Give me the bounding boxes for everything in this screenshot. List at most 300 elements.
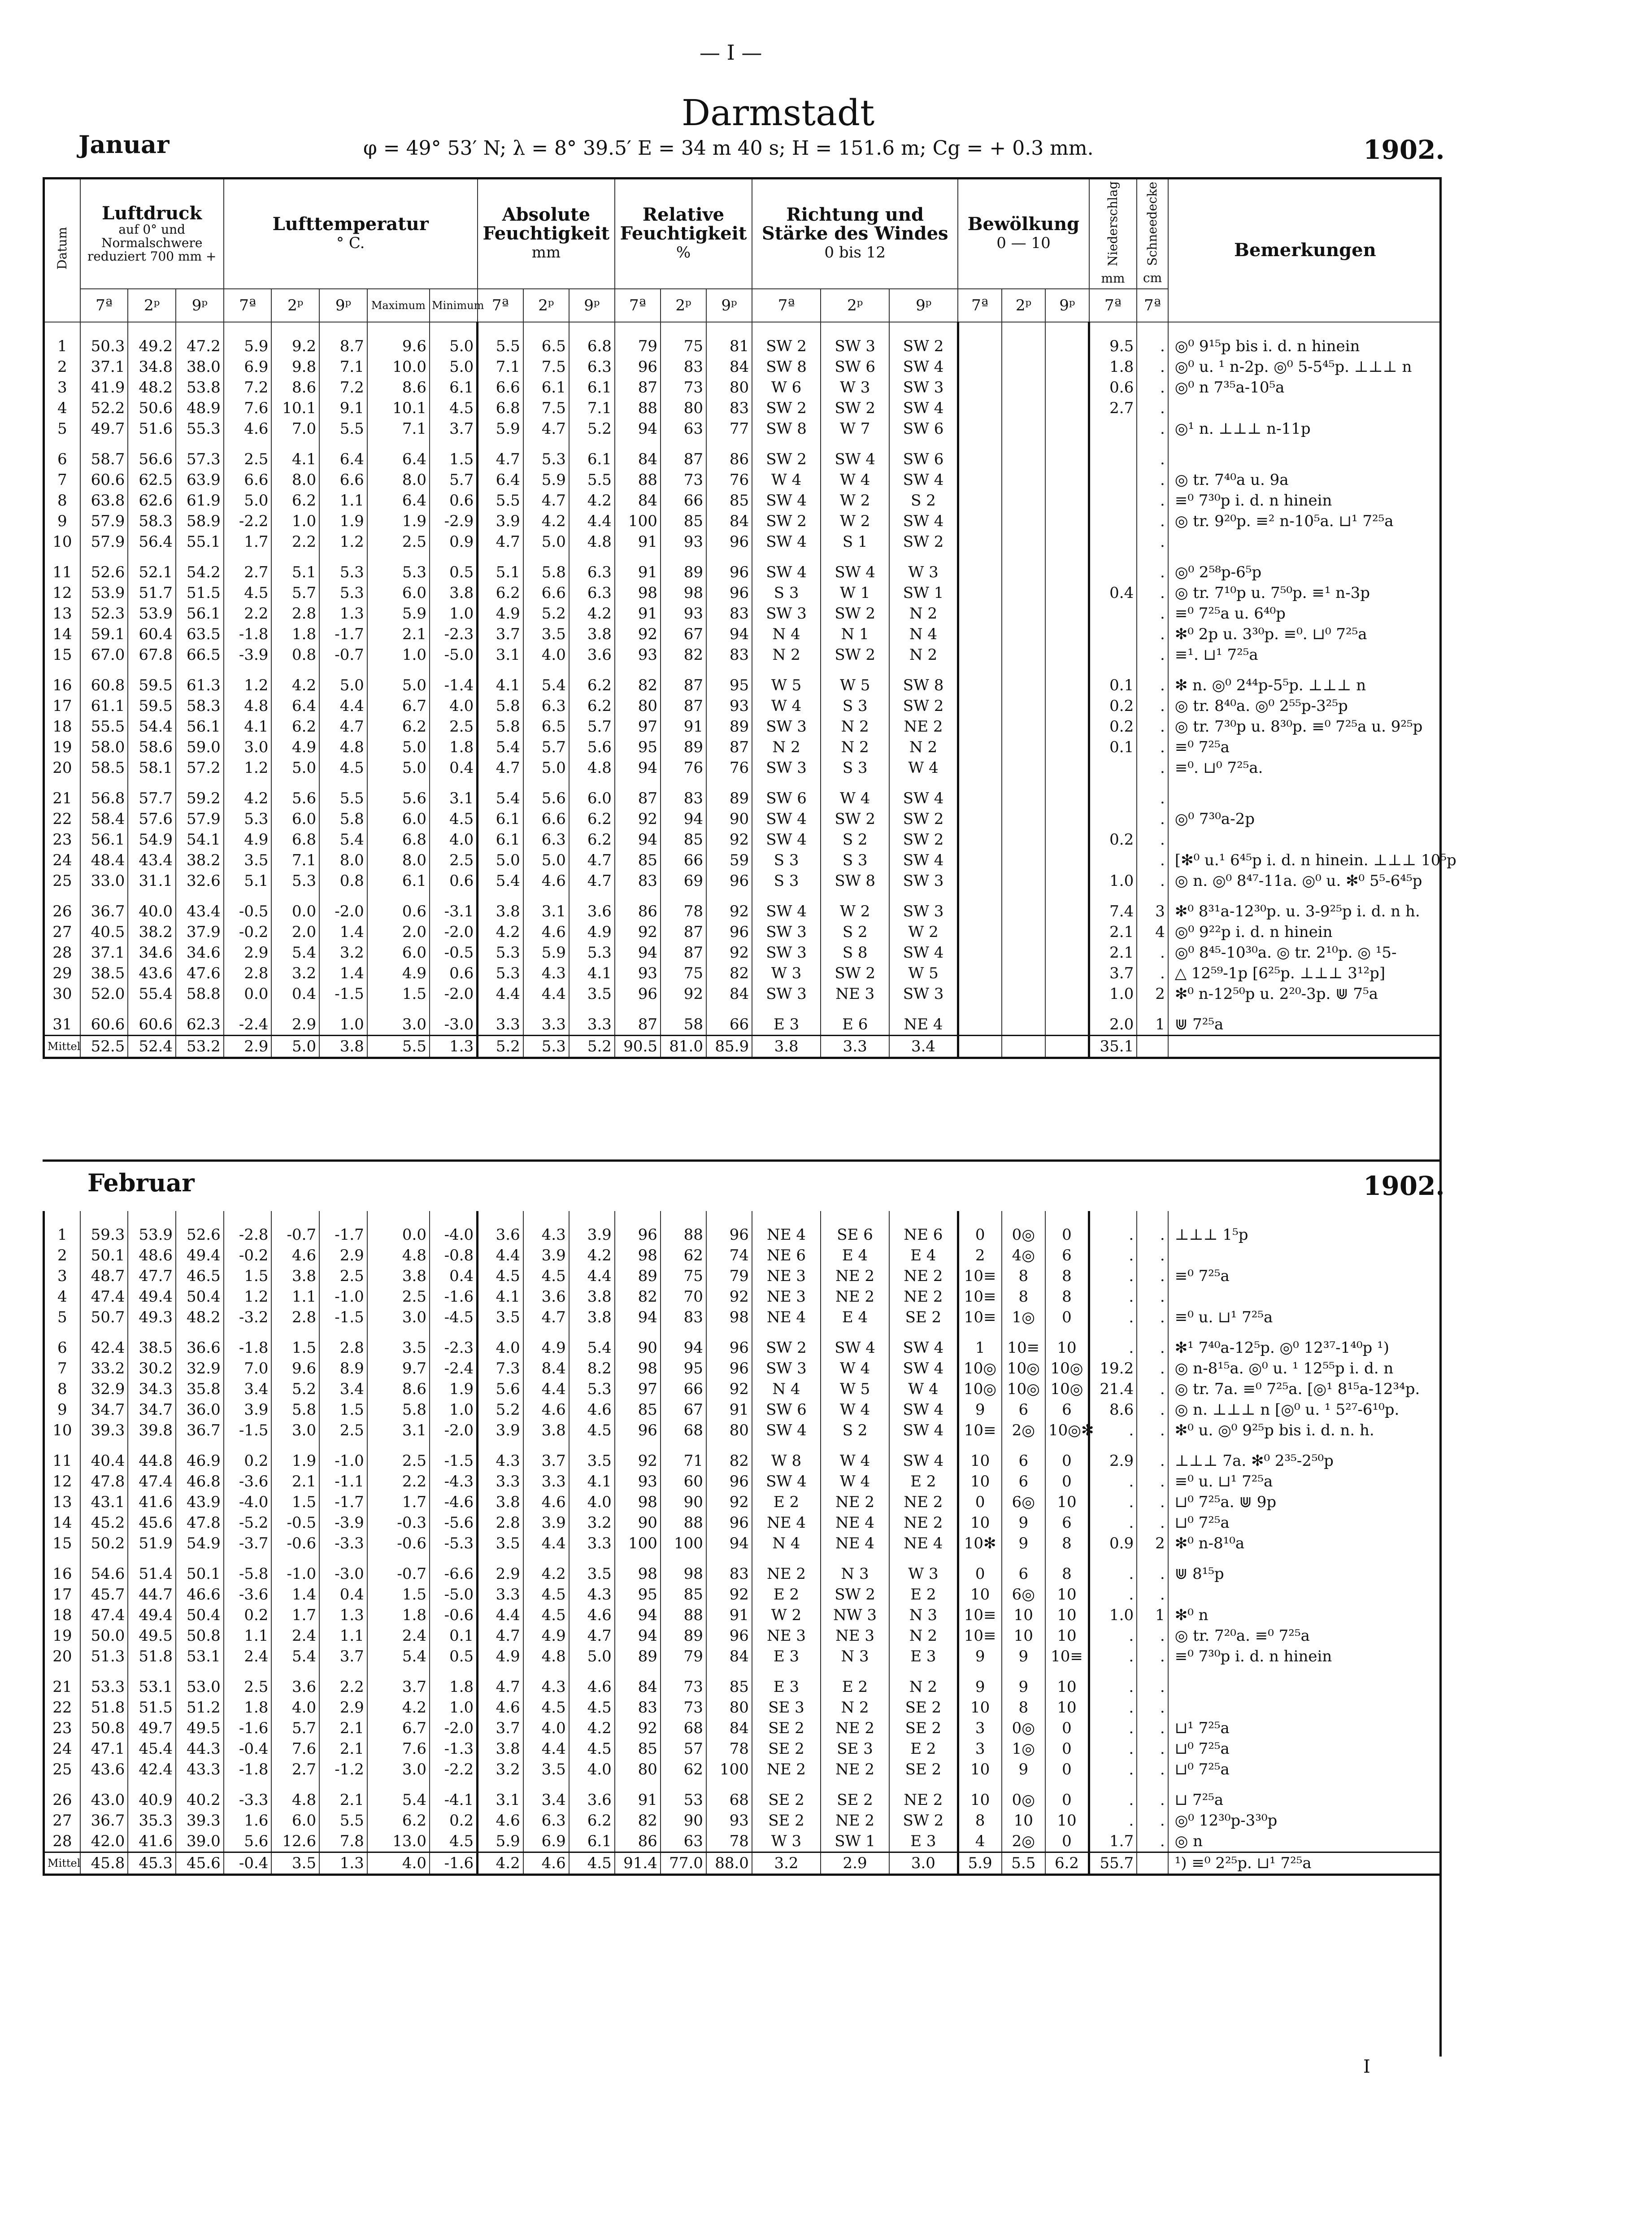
- table-cell: -0.2: [224, 1245, 272, 1266]
- table-cell: 0◎: [1002, 1211, 1045, 1245]
- table-cell: 9: [1002, 1667, 1045, 1697]
- table-cell: -5.3: [430, 1533, 478, 1554]
- table-cell: .: [1089, 1471, 1137, 1492]
- table-cell: NE 2: [889, 1512, 958, 1533]
- table-cell: .: [1137, 470, 1168, 490]
- table-cell: 60.6: [80, 1004, 128, 1036]
- table-cell: 6.2: [271, 716, 319, 737]
- table-cell: 1.9: [319, 511, 367, 532]
- table-cell: 4.1: [569, 963, 615, 984]
- table-cell: 89: [661, 552, 706, 583]
- table-row: [44, 850, 1442, 871]
- table-cell: [1045, 511, 1089, 532]
- table-cell: 49.7: [128, 1718, 176, 1739]
- table-cell: 43.4: [176, 891, 224, 922]
- cell-datum: 24: [52, 851, 72, 869]
- cell-bemerkung: ✻⁰ n-12⁵⁰p u. 2²⁰-3p. ⋓ 7⁵a: [1168, 984, 1442, 1004]
- table-cell: [1089, 850, 1137, 871]
- table-cell: 10≡: [958, 1286, 1001, 1307]
- table-cell: 0.2: [224, 1441, 272, 1471]
- table-cell: 96: [706, 532, 752, 552]
- table-cell: 47.7: [128, 1266, 176, 1286]
- table-cell: [958, 922, 1001, 942]
- table-cell: 41.9: [80, 377, 128, 398]
- table-cell: 1.7: [271, 1605, 319, 1625]
- table-row: [44, 357, 1442, 377]
- cell-datum: 2: [57, 1246, 67, 1264]
- table-cell: 92: [706, 1492, 752, 1512]
- cell-bemerkung: ≡⁰. ⊔⁰ 7²⁵a.: [1168, 758, 1442, 778]
- table-cell: 98: [661, 1554, 706, 1584]
- table-cell: 94: [615, 1625, 661, 1646]
- table-cell: 6.6: [523, 583, 569, 603]
- table-cell: 90: [661, 1810, 706, 1831]
- table-cell: E 3: [889, 1646, 958, 1667]
- table-cell: 92: [706, 1584, 752, 1605]
- table-cell: 4: [1137, 922, 1168, 942]
- table-cell: 2.5: [319, 1266, 367, 1286]
- table-cell: 48.6: [128, 1245, 176, 1266]
- table-cell: NE 2: [889, 716, 958, 737]
- table-cell: 94: [706, 1533, 752, 1554]
- table-cell: .: [1137, 357, 1168, 377]
- table-cell: 4.5: [523, 1584, 569, 1605]
- table-cell: 3.4: [889, 1035, 958, 1058]
- table-cell: 4.0: [569, 1492, 615, 1512]
- table-cell: 36.7: [176, 1420, 224, 1441]
- table-cell: 93: [706, 696, 752, 716]
- table-cell: 7.6: [271, 1739, 319, 1759]
- table-cell: 7.1: [319, 357, 367, 377]
- table-cell: .: [1137, 1399, 1168, 1420]
- table-cell: SE 6: [821, 1211, 889, 1245]
- table-row: [44, 1759, 1442, 1780]
- col-bemerkungen: Bemerkungen: [1168, 179, 1442, 322]
- cell-datum: 14: [52, 625, 72, 643]
- table-cell: 10◎: [958, 1379, 1001, 1399]
- table-cell: 8.6: [271, 377, 319, 398]
- table-cell: [1089, 439, 1137, 470]
- table-cell: 83: [661, 1307, 706, 1328]
- table-cell: -0.5: [430, 942, 478, 963]
- table-cell: .: [1089, 1512, 1137, 1533]
- table-cell: 4.9: [478, 1646, 523, 1667]
- table-cell: SE 2: [752, 1780, 821, 1810]
- table-cell: 3.5: [271, 1852, 319, 1875]
- table-cell: [1045, 963, 1089, 984]
- table-cell: 8: [1002, 1286, 1045, 1307]
- table-cell: 34.6: [176, 942, 224, 963]
- table-cell: -0.2: [224, 922, 272, 942]
- table-cell: 87: [615, 1004, 661, 1036]
- table-cell: SW 2: [821, 603, 889, 624]
- table-cell: 5.4: [367, 1646, 430, 1667]
- table-cell: 94: [615, 1605, 661, 1625]
- table-cell: 4.7: [569, 871, 615, 891]
- table-cell: 6.4: [367, 439, 430, 470]
- table-row: [44, 1667, 1442, 1697]
- table-cell: 0.1: [430, 1625, 478, 1646]
- table-cell: 6.7: [367, 696, 430, 716]
- table-cell: -1.7: [319, 624, 367, 645]
- table-cell: 5.5: [319, 418, 367, 439]
- table-cell: 56.1: [176, 716, 224, 737]
- table-cell: 8.6: [1089, 1399, 1137, 1420]
- table-cell: 6: [1002, 1399, 1045, 1420]
- table-cell: N 2: [821, 737, 889, 758]
- table-cell: 1.3: [319, 1605, 367, 1625]
- table-cell: 50.7: [80, 1307, 128, 1328]
- table-cell: 55.1: [176, 532, 224, 552]
- table-cell: .: [1137, 1512, 1168, 1533]
- table-cell: 4.7: [478, 758, 523, 778]
- col-niederschlag: Niederschlag mm: [1089, 179, 1137, 289]
- table-cell: 85: [661, 1584, 706, 1605]
- table-row: [44, 1328, 1442, 1358]
- table-cell: SW 3: [889, 984, 958, 1004]
- table-cell: W 2: [752, 1605, 821, 1625]
- col-relative-feuchtigkeit: Relative Feuchtigkeit %: [615, 179, 752, 289]
- table-cell: NE 3: [752, 1286, 821, 1307]
- table-cell: [1002, 963, 1045, 984]
- table-cell: N 4: [752, 1533, 821, 1554]
- table-cell: 5.1: [271, 552, 319, 583]
- table-cell: 4.6: [478, 1697, 523, 1718]
- sub-7a: 7ª: [1089, 289, 1137, 322]
- cell-datum: 19: [52, 1627, 72, 1645]
- table-cell: E 4: [821, 1245, 889, 1266]
- table-cell: 2.0: [271, 922, 319, 942]
- table-cell: 91: [661, 716, 706, 737]
- table-cell: W 5: [821, 1379, 889, 1399]
- table-cell: SW 4: [889, 778, 958, 809]
- station-coordinates: φ = 49° 53′ N; λ = 8° 39.5′ E = 34 m 40 s; H = 151.6 m; Cg = + 0.3 mm.: [363, 137, 1094, 160]
- table-cell: SW 6: [889, 418, 958, 439]
- table-cell: 96: [706, 1512, 752, 1533]
- table-cell: -1.0: [319, 1286, 367, 1307]
- page-footer-number: I: [1363, 2057, 1370, 2077]
- table-cell: 1.0: [1089, 984, 1137, 1004]
- table-cell: .: [1137, 511, 1168, 532]
- table-row: [44, 1625, 1442, 1646]
- table-cell: 10: [1002, 1605, 1045, 1625]
- table-cell: 44.8: [128, 1441, 176, 1471]
- table-cell: 85: [615, 1399, 661, 1420]
- table-cell: 8.6: [367, 377, 430, 398]
- table-cell: 7.0: [271, 418, 319, 439]
- table-cell: 41.6: [128, 1492, 176, 1512]
- table-cell: -0.7: [319, 645, 367, 665]
- table-cell: [958, 377, 1001, 398]
- table-row: [44, 1533, 1442, 1554]
- table-cell: 87: [706, 737, 752, 758]
- cell-bemerkung: ◎⁰ 2⁵⁸p-6⁵p: [1168, 552, 1442, 583]
- table-cell: 4.6: [523, 1852, 569, 1875]
- table-cell: -1.0: [319, 1441, 367, 1471]
- table-cell: .: [1089, 1211, 1137, 1245]
- cell-bemerkung: ⊔⁰ 7²⁵a: [1168, 1759, 1442, 1780]
- table-cell: [958, 850, 1001, 871]
- cell-bemerkung: ⋓ 7²⁵a: [1168, 1004, 1442, 1036]
- table-row: [44, 737, 1442, 758]
- cell-bemerkung: ⊔⁰ 7²⁵a: [1168, 1512, 1442, 1533]
- table-cell: 98: [615, 1492, 661, 1512]
- cell-datum: 29: [52, 964, 72, 982]
- table-cell: 84: [615, 490, 661, 511]
- table-cell: [1045, 871, 1089, 891]
- table-cell: 63: [661, 1831, 706, 1852]
- sub-9p: 9ᵖ: [889, 289, 958, 322]
- table-cell: 9: [958, 1646, 1001, 1667]
- table-cell: NE 4: [889, 1533, 958, 1554]
- table-cell: 40.0: [128, 891, 176, 922]
- table-cell: W 6: [752, 377, 821, 398]
- table-cell: 6.0: [367, 942, 430, 963]
- col-lufttemperatur: Lufttemperatur ° C.: [224, 179, 478, 289]
- table-cell: -4.1: [430, 1780, 478, 1810]
- table-cell: 1.2: [224, 758, 272, 778]
- table-cell: 3.9: [478, 1420, 523, 1441]
- cell-datum: 3: [57, 378, 67, 397]
- table-cell: SW 3: [752, 758, 821, 778]
- table-cell: SW 8: [752, 418, 821, 439]
- year-januar: 1902.: [1363, 135, 1445, 165]
- table-cell: 10: [1045, 1697, 1089, 1718]
- table-cell: 7.1: [478, 357, 523, 377]
- table-cell: 0.9: [1089, 1533, 1137, 1554]
- table-cell: N 2: [821, 1697, 889, 1718]
- cell-bemerkung: ⊥⊥⊥ 7a. ✻⁰ 2³⁵-2⁵⁰p: [1168, 1441, 1442, 1471]
- table-cell: 10≡: [958, 1625, 1001, 1646]
- table-cell: .: [1137, 398, 1168, 418]
- table-cell: 5.6: [523, 778, 569, 809]
- table-cell: .: [1137, 1584, 1168, 1605]
- table-cell: 49.4: [128, 1605, 176, 1625]
- table-cell: 5.3: [319, 552, 367, 583]
- table-cell: 4.1: [271, 439, 319, 470]
- table-cell: -2.0: [430, 984, 478, 1004]
- table-cell: 77.0: [661, 1852, 706, 1875]
- table-cell: NE 4: [752, 1512, 821, 1533]
- table-cell: -0.6: [367, 1533, 430, 1554]
- table-cell: 3.1: [523, 891, 569, 922]
- sub-2p: 2ᵖ: [271, 289, 319, 322]
- cell-bemerkung: ◎ n: [1168, 1831, 1442, 1852]
- table-cell: 93: [661, 603, 706, 624]
- cell-bemerkung: ◎ tr. 8⁴⁰a. ◎⁰ 2⁵⁵p-3²⁵p: [1168, 696, 1442, 716]
- table-cell: -3.9: [224, 645, 272, 665]
- table-cell: 8: [1045, 1554, 1089, 1584]
- table-cell: [1002, 645, 1045, 665]
- table-cell: 5.5: [367, 1035, 430, 1058]
- cell-bemerkung: ✻⁰ 2p u. 3³⁰p. ≡⁰. ⊔⁰ 7²⁵a: [1168, 624, 1442, 645]
- table-cell: 6.2: [367, 716, 430, 737]
- table-cell: -0.4: [224, 1739, 272, 1759]
- table-cell: W 2: [821, 511, 889, 532]
- table-cell: SW 2: [821, 963, 889, 984]
- table-cell: SW 4: [752, 552, 821, 583]
- table-cell: 7.8: [319, 1831, 367, 1852]
- table-cell: .: [1137, 1625, 1168, 1646]
- table-cell: 4.5: [430, 1831, 478, 1852]
- table-cell: 91: [615, 532, 661, 552]
- table-cell: 2.5: [367, 1441, 430, 1471]
- table-cell: 37.1: [80, 942, 128, 963]
- table-row: [44, 1739, 1442, 1759]
- table-cell: -1.4: [430, 665, 478, 696]
- table-cell: 6.2: [1045, 1852, 1089, 1875]
- table-cell: [1045, 603, 1089, 624]
- table-cell: 70: [661, 1286, 706, 1307]
- table-cell: 6.3: [569, 357, 615, 377]
- table-cell: 1.8: [271, 624, 319, 645]
- table-cell: [1045, 439, 1089, 470]
- table-cell: [1002, 1035, 1045, 1058]
- table-cell: 89: [661, 1625, 706, 1646]
- table-cell: 1.2: [224, 1286, 272, 1307]
- table-cell: 5.9: [523, 942, 569, 963]
- table-cell: 9.8: [271, 357, 319, 377]
- table-cell: 97: [615, 1379, 661, 1399]
- table-cell: 4.4: [523, 984, 569, 1004]
- table-cell: [1045, 357, 1089, 377]
- table-cell: 2.8: [224, 963, 272, 984]
- section-divider: [43, 1159, 1442, 1162]
- table-cell: 91: [615, 603, 661, 624]
- table-cell: -0.7: [367, 1554, 430, 1584]
- table-cell: 53.1: [128, 1667, 176, 1697]
- table-cell: 5.7: [430, 470, 478, 490]
- table-cell: 4.4: [569, 1266, 615, 1286]
- table-cell: W 2: [821, 891, 889, 922]
- table-cell: 4.8: [319, 737, 367, 758]
- table-cell: .: [1089, 1307, 1137, 1328]
- table-row: [44, 891, 1442, 922]
- table-cell: 10≡: [958, 1605, 1001, 1625]
- table-cell: 3.6: [569, 645, 615, 665]
- table-cell: 1: [1137, 1605, 1168, 1625]
- table-cell: W 8: [752, 1441, 821, 1471]
- table-cell: 5.4: [523, 665, 569, 696]
- table-cell: N 4: [889, 624, 958, 645]
- table-cell: 94: [615, 418, 661, 439]
- table-cell: 76: [661, 758, 706, 778]
- table-cell: 1.8: [430, 737, 478, 758]
- table-cell: 46.8: [176, 1471, 224, 1492]
- table-cell: SW 4: [889, 1358, 958, 1379]
- cell-datum: 4: [57, 1288, 67, 1306]
- table-cell: 2.2: [367, 1471, 430, 1492]
- table-cell: SW 1: [889, 583, 958, 603]
- table-row: [44, 1492, 1442, 1512]
- table-cell: 75: [661, 322, 706, 357]
- table-cell: .: [1089, 1554, 1137, 1584]
- table-cell: 51.4: [128, 1554, 176, 1584]
- table-cell: 88: [615, 470, 661, 490]
- table-cell: E 3: [752, 1004, 821, 1036]
- table-cell: 5.3: [319, 583, 367, 603]
- table-cell: 5.3: [367, 552, 430, 583]
- table-cell: 10: [1045, 1605, 1089, 1625]
- table-row: [44, 552, 1442, 583]
- table-cell: [958, 552, 1001, 583]
- table-cell: E 3: [889, 1831, 958, 1852]
- table-cell: -1.5: [319, 1307, 367, 1328]
- cell-datum: 12: [52, 1473, 72, 1490]
- table-cell: 5.5: [1002, 1852, 1045, 1875]
- table-cell: NE 3: [752, 1266, 821, 1286]
- table-cell: 82: [661, 645, 706, 665]
- cell-datum: 20: [52, 758, 72, 777]
- table-cell: -3.6: [224, 1584, 272, 1605]
- table-cell: [1045, 418, 1089, 439]
- cell-datum: 22: [52, 1699, 72, 1717]
- table-cell: 78: [706, 1831, 752, 1852]
- table-cell: 5.0: [569, 1646, 615, 1667]
- table-row: [44, 871, 1442, 891]
- table-cell: 4.5: [569, 1852, 615, 1875]
- table-cell: NE 2: [821, 1718, 889, 1739]
- table-cell: 3.9: [224, 1399, 272, 1420]
- table-cell: 3.5: [569, 1554, 615, 1584]
- table-cell: 43.3: [176, 1759, 224, 1780]
- table-cell: -2.0: [430, 1420, 478, 1441]
- cell-bemerkung: [1168, 1697, 1442, 1718]
- table-cell: NE 2: [752, 1554, 821, 1584]
- table-cell: 5.4: [319, 829, 367, 850]
- table-cell: 55.7: [1089, 1852, 1137, 1875]
- table-cell: 6.0: [367, 583, 430, 603]
- table-cell: SW 6: [752, 778, 821, 809]
- table-cell: 4.8: [224, 696, 272, 716]
- table-cell: 3.5: [569, 1441, 615, 1471]
- table-cell: 62.3: [176, 1004, 224, 1036]
- table-cell: 71: [661, 1441, 706, 1471]
- table-cell: 1.0: [430, 603, 478, 624]
- table-row: [44, 1211, 1442, 1245]
- table-cell: 12.6: [271, 1831, 319, 1852]
- table-cell: 30.2: [128, 1358, 176, 1379]
- table-cell: 4.6: [523, 871, 569, 891]
- table-cell: 80: [661, 398, 706, 418]
- table-cell: W 4: [821, 1399, 889, 1420]
- table-cell: 2.9: [478, 1554, 523, 1584]
- table-cell: 58: [661, 1004, 706, 1036]
- table-cell: 32.9: [176, 1358, 224, 1379]
- table-row: [44, 922, 1442, 942]
- table-cell: 1.5: [224, 1266, 272, 1286]
- table-cell: W 3: [752, 963, 821, 984]
- table-row: [44, 665, 1442, 696]
- table-cell: 49.5: [176, 1718, 224, 1739]
- table-row: [44, 1399, 1442, 1420]
- cell-bemerkung: ≡⁰ 7³⁰p i. d. n hinein: [1168, 1646, 1442, 1667]
- cell-datum: 19: [52, 738, 72, 756]
- table-cell: 10: [1045, 1584, 1089, 1605]
- table-cell: W 4: [821, 470, 889, 490]
- table-cell: 4.3: [523, 1211, 569, 1245]
- table-cell: [1002, 922, 1045, 942]
- table-cell: 63: [661, 418, 706, 439]
- table-cell: 34.6: [128, 942, 176, 963]
- table-cell: 2.9: [271, 1004, 319, 1036]
- table-cell: 95: [615, 1584, 661, 1605]
- table-cell: NE 4: [821, 1512, 889, 1533]
- table-cell: 0: [1045, 1759, 1089, 1780]
- table-cell: 43.9: [176, 1492, 224, 1512]
- table-cell: 6.0: [271, 809, 319, 829]
- table-cell: NE 4: [889, 1004, 958, 1036]
